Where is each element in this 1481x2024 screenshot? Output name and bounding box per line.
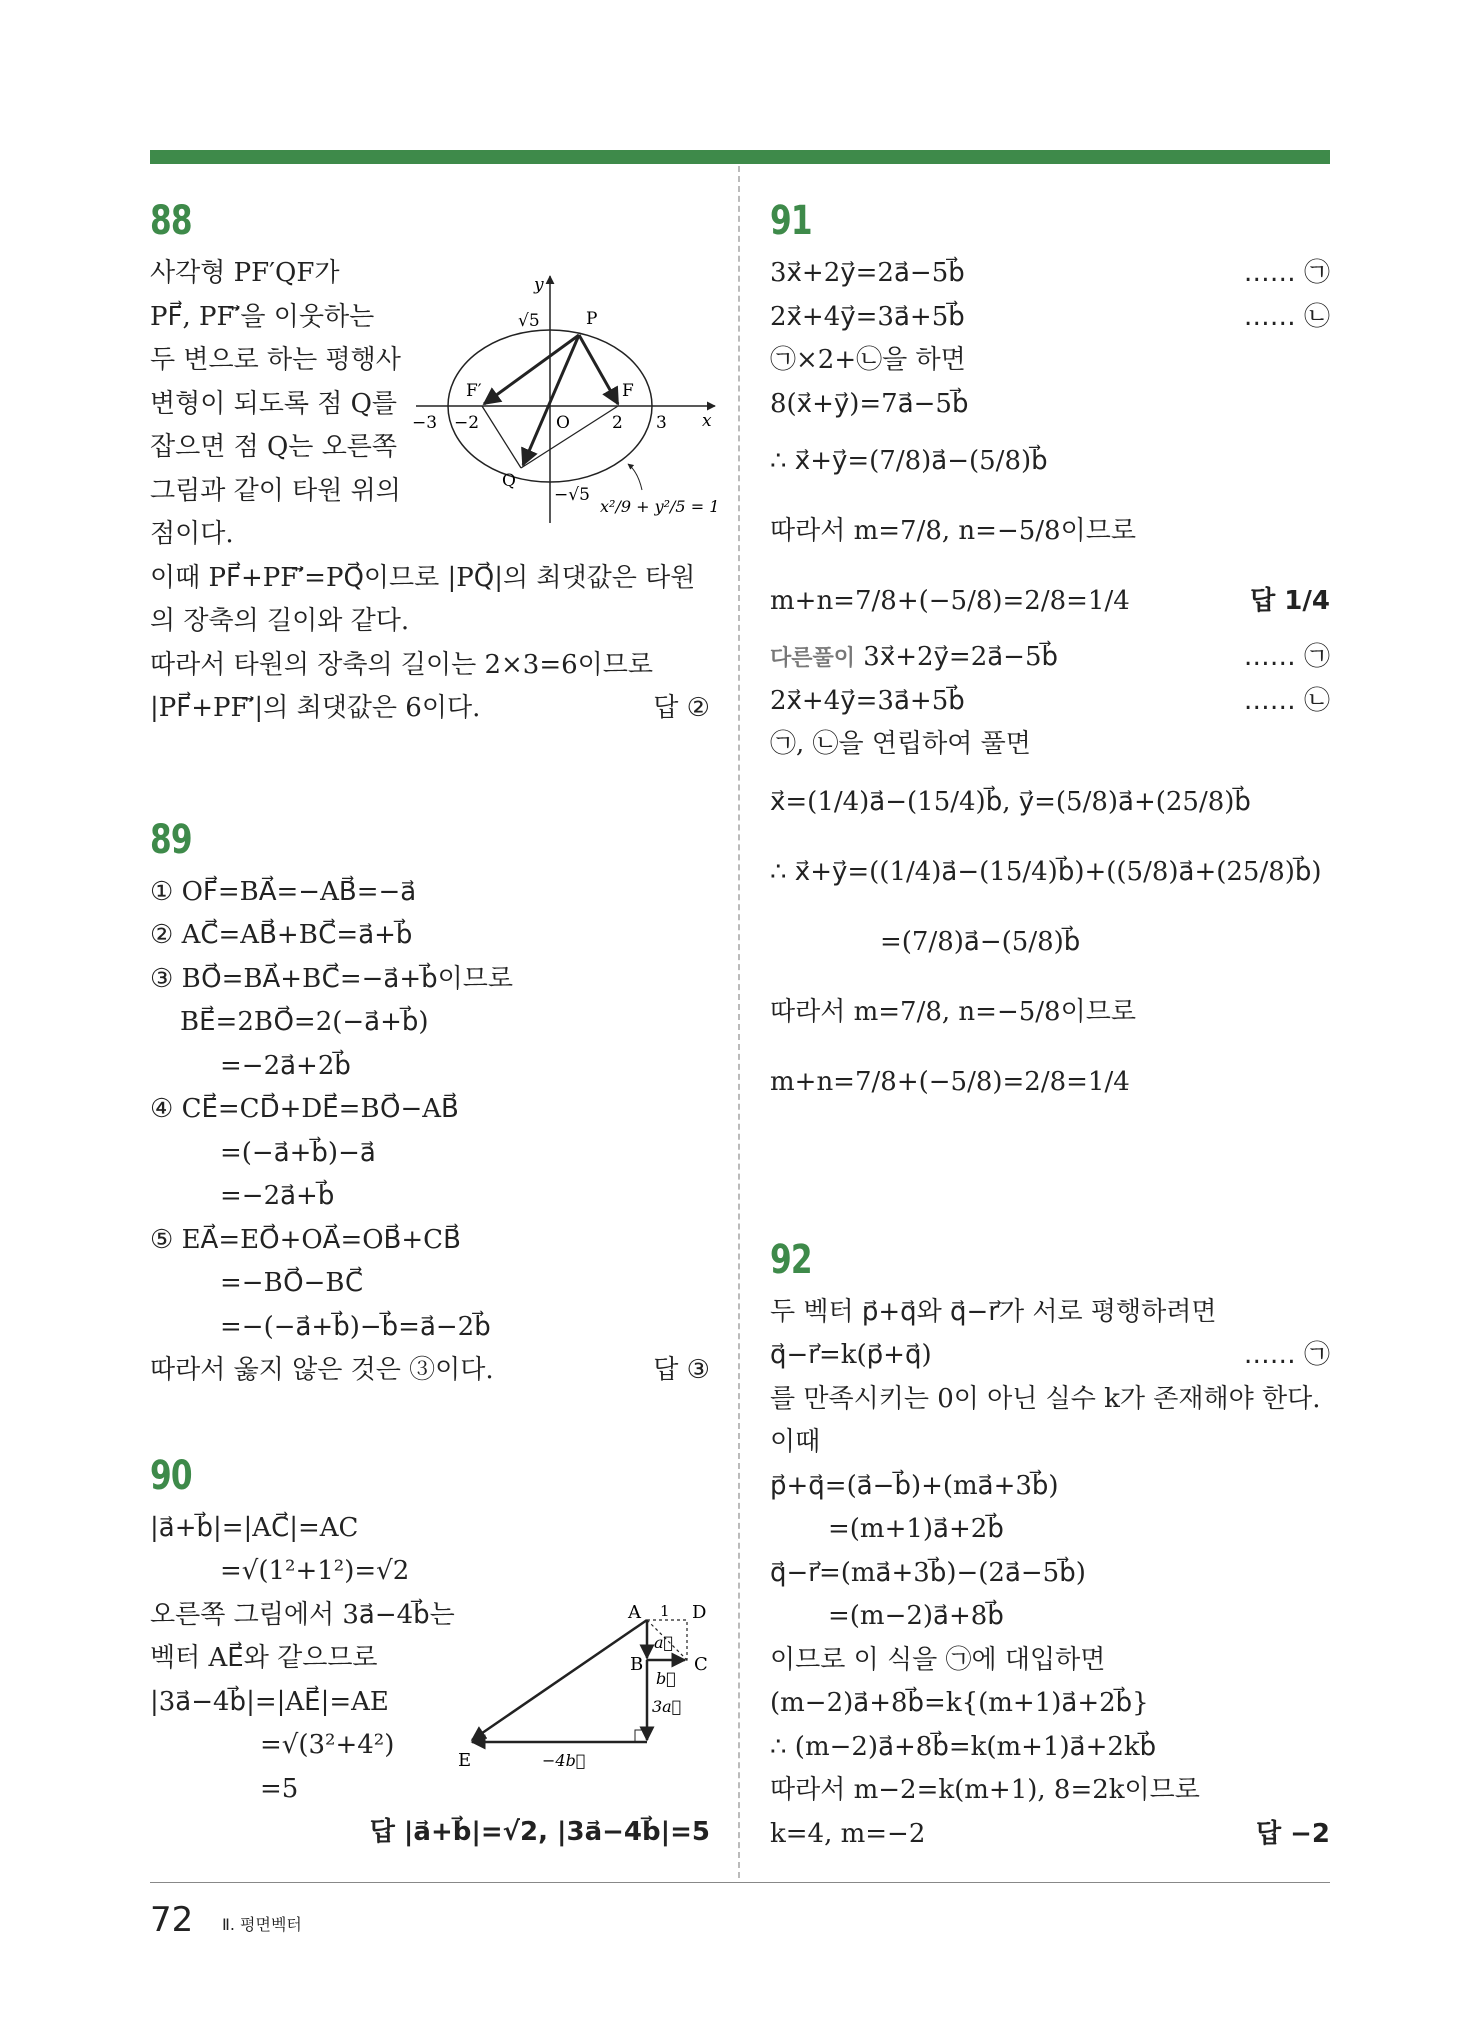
fp-label: F′ [466,381,482,401]
p88-last-line: |PF⃗+PF′⃗|의 최댓값은 6이다. [150,693,481,723]
p90-line: =√(1²+1²)=√2 [220,1556,410,1586]
p88-line: 따라서 타원의 장축의 길이는 2×3=6이므로 [150,649,653,680]
p91-line: 따라서 m=7/8, n=−5/8이므로 [770,996,1136,1027]
b-vector-label: b⃗ [656,1669,676,1688]
p91-line [770,680,1330,724]
p91-eq2: 2x⃗+4y⃗=3a⃗+5b⃗ [770,301,965,332]
p90-answer: 답 |a⃗+b⃗|=√2, |3a⃗−4b⃗|=5 [369,1817,710,1847]
p91-eq1: 3x⃗+2y⃗=2a⃗−5b⃗ [770,258,965,288]
p92-line: 두 벡터 p⃗+q⃗와 q⃗−r⃗가 서로 평행하려면 [770,1296,1217,1327]
p-label: P [586,309,598,329]
b-point-label: B [630,1654,644,1675]
q-label: Q [502,471,516,491]
p88-line: 점이다. [150,519,234,549]
problem-91-number: 91 [770,198,812,244]
right-angle-mark [635,1730,647,1742]
p92-line [770,1813,1330,1857]
p89-answer: 답 ③ [653,1355,710,1385]
p91-line: ㉠×2+㉡을 하면 [770,345,966,375]
p90-line: =5 [260,1773,299,1804]
p92-line: q⃗−r⃗=(ma⃗+3b⃗)−(2a⃗−5b⃗) [770,1557,1086,1588]
vector-triangle-figure [458,1598,718,1798]
p88-line: 그림과 같이 타원 위의 [150,475,401,506]
p91-line: ∴ x⃗+y⃗=(7/8)a⃗−(5/8)b⃗ [770,446,1048,476]
p91-line: 8(x⃗+y⃗)=7a⃗−5b⃗ [770,388,969,419]
problem-89-number: 89 [150,816,192,863]
p92-line: 를 만족시키는 0이 아닌 실수 k가 존재해야 한다. [770,1383,1321,1414]
p91-line: ∴ x⃗+y⃗=((1/4)a⃗−(15/4)b⃗)+((5/8)a⃗+(25/8)b⃗) [770,856,1322,887]
p92-line: 이때 [770,1427,821,1457]
c-point-label: C [694,1654,708,1675]
problem-92-number: 92 [770,1236,812,1283]
one-label: 1 [660,1602,670,1620]
p92-line: p⃗+q⃗=(a⃗−b⃗)+(ma⃗+3b⃗) [770,1470,1059,1501]
p92-line: =(m−2)a⃗+8b⃗ [828,1601,1004,1631]
d-point-label: D [692,1602,707,1623]
a-vector-label: a⃗ [654,1633,674,1652]
p90-line: |3a⃗−4b⃗|=|AE⃗|=AE [150,1686,389,1717]
p89-line: =(−a⃗+b⃗)−a⃗ [220,1137,376,1168]
p90-answer-row [150,1811,710,1855]
mark-circle-b: …… ㉡ [1243,301,1330,332]
p89-line: =−(−a⃗+b⃗)−b⃗=a⃗−2b⃗ [220,1311,491,1342]
f-label: F [622,381,634,401]
p92-line [770,1334,1330,1378]
y-label: y [534,275,544,295]
p91-alt-eq2: 2x⃗+4y⃗=3a⃗+5b⃗ [770,685,965,716]
p89-line: ③ BO⃗=BA⃗+BC⃗=−a⃗+b⃗이므로 [150,963,513,994]
t3-label: 3 [656,413,667,433]
mark-circle-a: …… ㉠ [1243,258,1330,288]
p91-line [770,566,1330,636]
p90-line: =√(3²+4²) [260,1730,395,1760]
p89-line: =−BO⃗−BC⃗ [220,1268,364,1298]
p88-line [150,687,710,731]
p91-line: m+n=7/8+(−5/8)=2/8=1/4 [770,1066,1130,1097]
3a-vector-label: 3a⃗ [652,1697,682,1716]
problem-90-number: 90 [150,1452,192,1499]
alt-solution-label: 다른풀이 [770,646,856,671]
equation-pointer [628,464,642,490]
x-label: x [702,411,712,431]
p88-line: 이때 PF⃗+PF′⃗=PQ⃗이므로 |PQ⃗|의 최댓값은 타원 [150,562,696,593]
p89-line: ① OF⃗=BA⃗=−AB⃗=−a⃗ [150,876,417,907]
p91-alt-eq1: 3x⃗+2y⃗=2a⃗−5b⃗ [863,642,1059,672]
mark-circle-a: …… ㉠ [1243,1340,1330,1370]
p88-line: 변형이 되도록 점 Q를 [150,388,398,419]
m3-label: −3 [412,413,438,433]
p92-line: ∴ (m−2)a⃗+8b⃗=k(m+1)a⃗+2kb⃗ [770,1731,1157,1762]
p91-line [770,252,1330,296]
p90-line: |a⃗+b⃗|=|AC⃗|=AC [150,1512,359,1543]
p89-line: =−2a⃗+2b⃗ [220,1050,351,1081]
p89-line: =−2a⃗+b⃗ [220,1181,335,1211]
neg-sqrt5-label: −√5 [554,485,590,505]
p90-line: 벡터 AE⃗와 같으므로 [150,1643,378,1673]
p91-line [770,296,1330,340]
p91-line: =(7/8)a⃗−(5/8)b⃗ [880,926,1081,957]
mark-circle-a: …… ㉠ [1243,642,1330,672]
t2-label: 2 [612,413,623,433]
p89-line: BE⃗=2BO⃗=2(−a⃗+b⃗) [180,1007,429,1037]
vector-ae [472,1620,647,1740]
o-label: O [556,413,570,433]
footer-line [150,1882,1330,1883]
p90-line: 오른쪽 그림에서 3a⃗−4b⃗는 [150,1599,455,1630]
m4b-vector-label: −4b⃗ [542,1751,586,1770]
p89-line: ② AC⃗=AB⃗+BC⃗=a⃗+b⃗ [150,920,413,950]
right-column [770,198,1330,1856]
sqrt5-label: √5 [518,311,540,331]
p88-line: PF⃗, PF′⃗을 이웃하는 [150,301,375,332]
mark-circle-b: …… ㉡ [1243,685,1330,716]
top-green-bar [150,150,1330,164]
p91-answer: 답 1/4 [1250,586,1330,616]
ellipse-equation: x²/9 + y²/5 = 1 [600,497,720,516]
p91-line: x⃗=(1/4)a⃗−(15/4)b⃗, y⃗=(5/8)a⃗+(25/8)b⃗ [770,786,1251,817]
p92-line: 이므로 이 식을 ㉠에 대입하면 [770,1644,1106,1675]
p89-line: ⑤ EA⃗=EO⃗+OA⃗=OB⃗+CB⃗ [150,1224,461,1255]
p88-line: 두 변으로 하는 평행사 [150,345,401,375]
p91-sum: m+n=7/8+(−5/8)=2/8=1/4 [770,586,1130,616]
p89-last-line: 따라서 옳지 않은 것은 ③이다. [150,1355,494,1385]
p92-line: =(m+1)a⃗+2b⃗ [828,1514,1004,1544]
p92-line: (m−2)a⃗+8b⃗=k{(m+1)a⃗+2b⃗} [770,1688,1149,1718]
chapter-label: Ⅱ. 평면벡터 [222,1915,302,1934]
column-divider [738,166,740,1878]
m2-label: −2 [454,413,480,433]
p91-line [770,636,1330,680]
a-point-label: A [628,1602,641,1623]
p91-line: 따라서 m=7/8, n=−5/8이므로 [770,516,1136,546]
p92-answer: 답 −2 [1255,1818,1330,1849]
segment-fpq [482,406,521,468]
ellipse-figure [410,268,720,528]
p88-line: 의 장축의 길이와 같다. [150,606,410,636]
p89-line [150,1349,710,1393]
page-number: 72 [150,1900,194,1940]
p89-line: ④ CE⃗=CD⃗+DE⃗=BO⃗−AB⃗ [150,1094,459,1124]
p92-line: 따라서 m−2=k(m+1), 8=2k이므로 [770,1775,1200,1805]
p92-condition: q⃗−r⃗=k(p⃗+q⃗) [770,1340,932,1370]
p91-line: ㉠, ㉡을 연립하여 풀면 [770,729,1031,759]
p92-result: k=4, m=−2 [770,1818,926,1849]
p88-line: 사각형 PF′QF가 [150,258,340,288]
p88-answer: 답 ② [653,693,710,723]
problem-88-number: 88 [150,198,192,244]
p88-line: 잡으면 점 Q는 오른쪽 [150,432,398,462]
e-point-label: E [458,1750,472,1771]
